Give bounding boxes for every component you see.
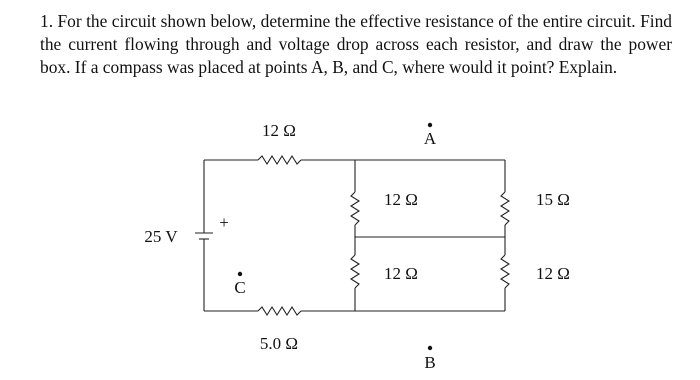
label-resistor-bottom: 5.0 Ω bbox=[259, 334, 299, 353]
point-b-dot bbox=[428, 346, 432, 350]
point-a-dot bbox=[428, 123, 432, 127]
label-battery-plus: + bbox=[219, 213, 229, 232]
label-resistor-middle-upper: 12 Ω bbox=[384, 190, 418, 209]
resistor-middle-upper bbox=[351, 192, 359, 225]
resistor-right-upper bbox=[501, 192, 509, 225]
point-c-dot bbox=[238, 272, 242, 276]
label-battery-voltage: 25 V bbox=[144, 227, 178, 246]
label-point-a: A bbox=[423, 129, 437, 148]
resistor-middle-lower bbox=[351, 255, 359, 288]
problem-statement: 1. For the circuit shown below, determine the effective resistance of the entire circuit. Find the current flowing through and voltage drop across each resistor, and draw the power box. If a compass was placed at points A, B, and C, where would it point? Explain. bbox=[40, 11, 672, 77]
label-resistor-top: 12 Ω bbox=[262, 121, 296, 140]
label-point-c: C bbox=[234, 278, 246, 297]
resistor-top bbox=[258, 156, 301, 164]
label-point-b: B bbox=[424, 353, 436, 372]
label-resistor-right-upper: 15 Ω bbox=[536, 190, 570, 209]
label-resistor-right-lower: 12 Ω bbox=[536, 264, 570, 283]
label-resistor-middle-lower: 12 Ω bbox=[384, 264, 418, 283]
resistor-right-lower bbox=[501, 255, 509, 288]
resistor-bottom bbox=[258, 307, 301, 315]
